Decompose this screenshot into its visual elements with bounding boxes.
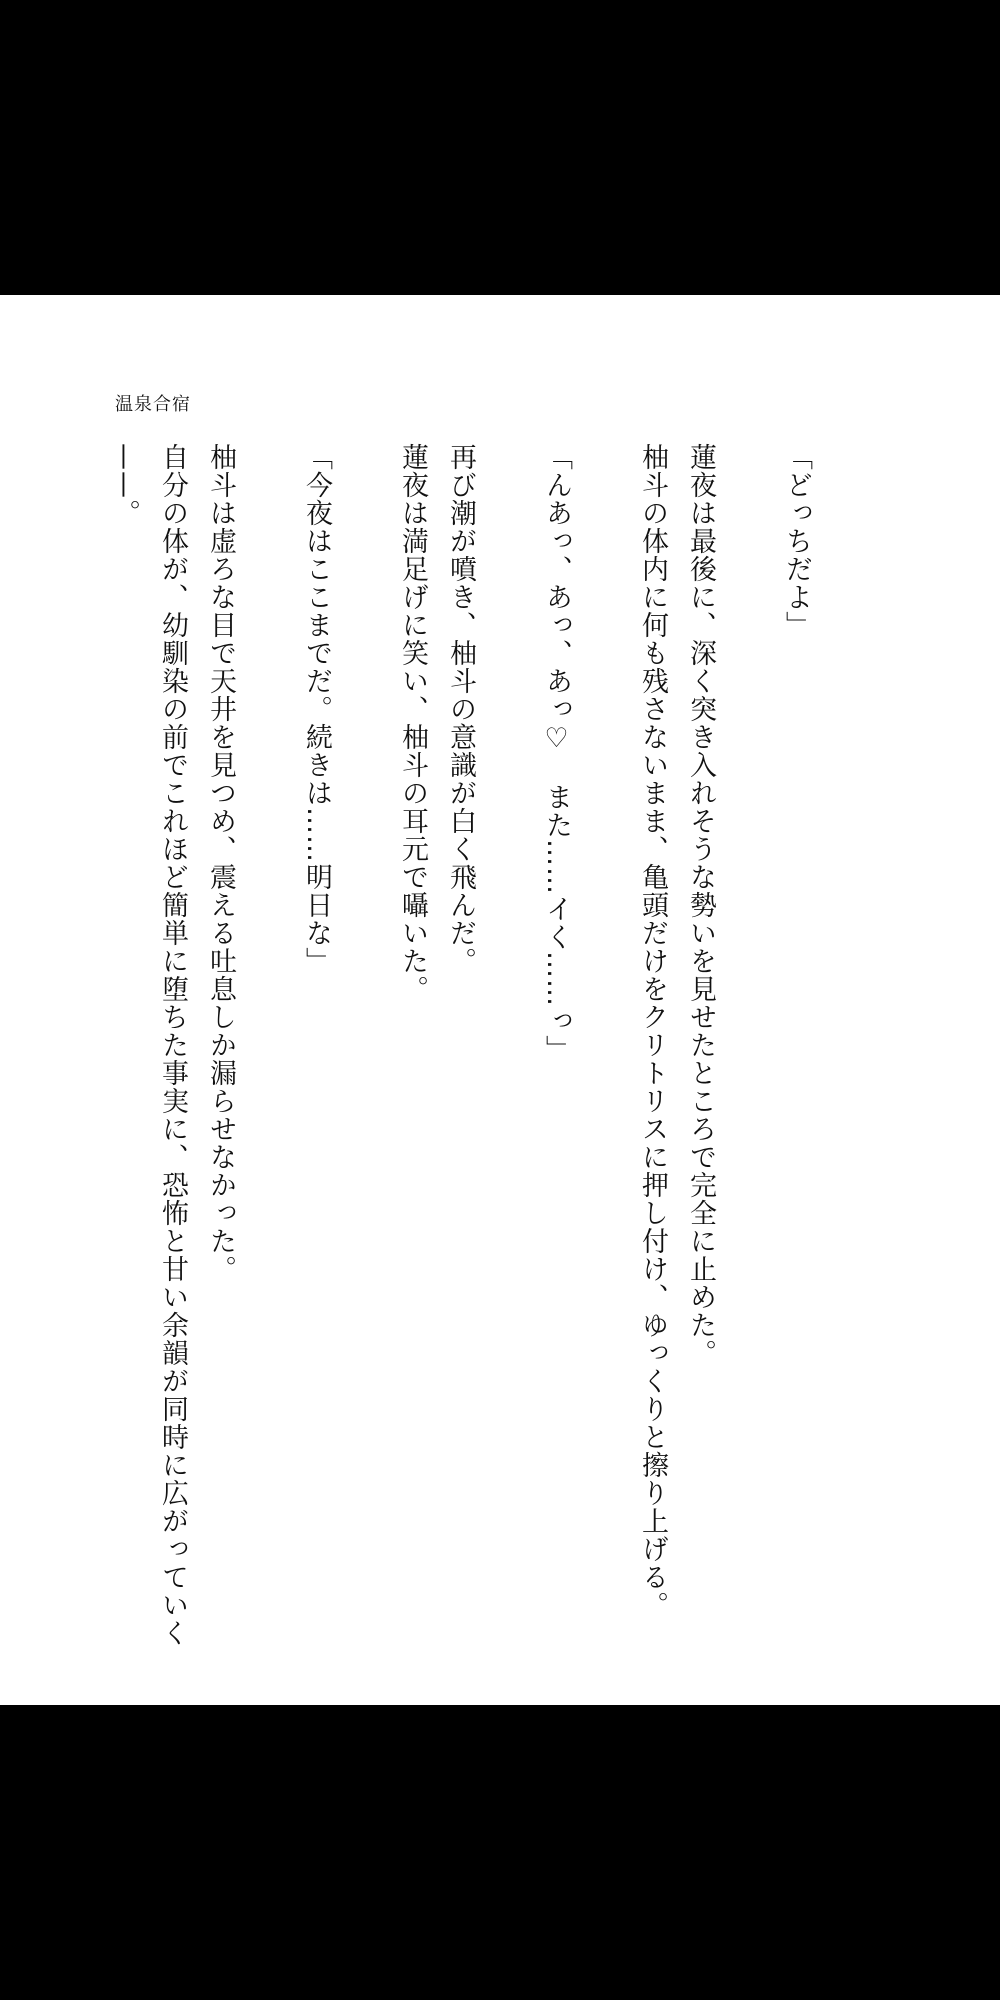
vertical-body-text xyxy=(100,443,820,1683)
paragraph: 自分の体が、幼馴染の前でこれほど簡単に堕ちた事実に、恐怖と甘い余韻が同時に広がっていく——。 xyxy=(109,443,188,1647)
blank-line xyxy=(580,443,628,1683)
paragraph: 柚斗の体内に何も残さないまま、亀頭だけをクリトリスに押し付け、ゆっくりと擦り上げる。 xyxy=(637,443,668,1619)
bottom-letterbox xyxy=(0,1705,1000,2000)
paragraph: 柚斗は虚ろな目で天井を見つめ、震える吐息しか漏らせなかった。 xyxy=(205,443,236,1283)
paragraph: 蓮夜は満足げに笑い、柚斗の耳元で囁いた。 xyxy=(397,443,428,1003)
blank-line xyxy=(484,443,532,1683)
blank-line xyxy=(340,443,388,1683)
paragraph: 「今夜はここまでだ。続きは……明日な」 xyxy=(301,443,332,975)
paragraph: 「んあっ、あっ、あっ♡ また……イく……っ」 xyxy=(541,443,572,1063)
blank-line xyxy=(724,443,772,1683)
paragraph: 再び潮が噴き、柚斗の意識が白く飛んだ。 xyxy=(445,443,476,975)
paragraph: 「どっちだよ」 xyxy=(781,443,812,639)
top-letterbox xyxy=(0,0,1000,295)
book-page xyxy=(0,295,1000,1705)
blank-line xyxy=(244,443,292,1683)
running-header-title: 温泉合宿 xyxy=(115,394,191,415)
paragraph: 蓮夜は最後に、深く突き入れそうな勢いを見せたところで完全に止めた。 xyxy=(685,443,716,1367)
